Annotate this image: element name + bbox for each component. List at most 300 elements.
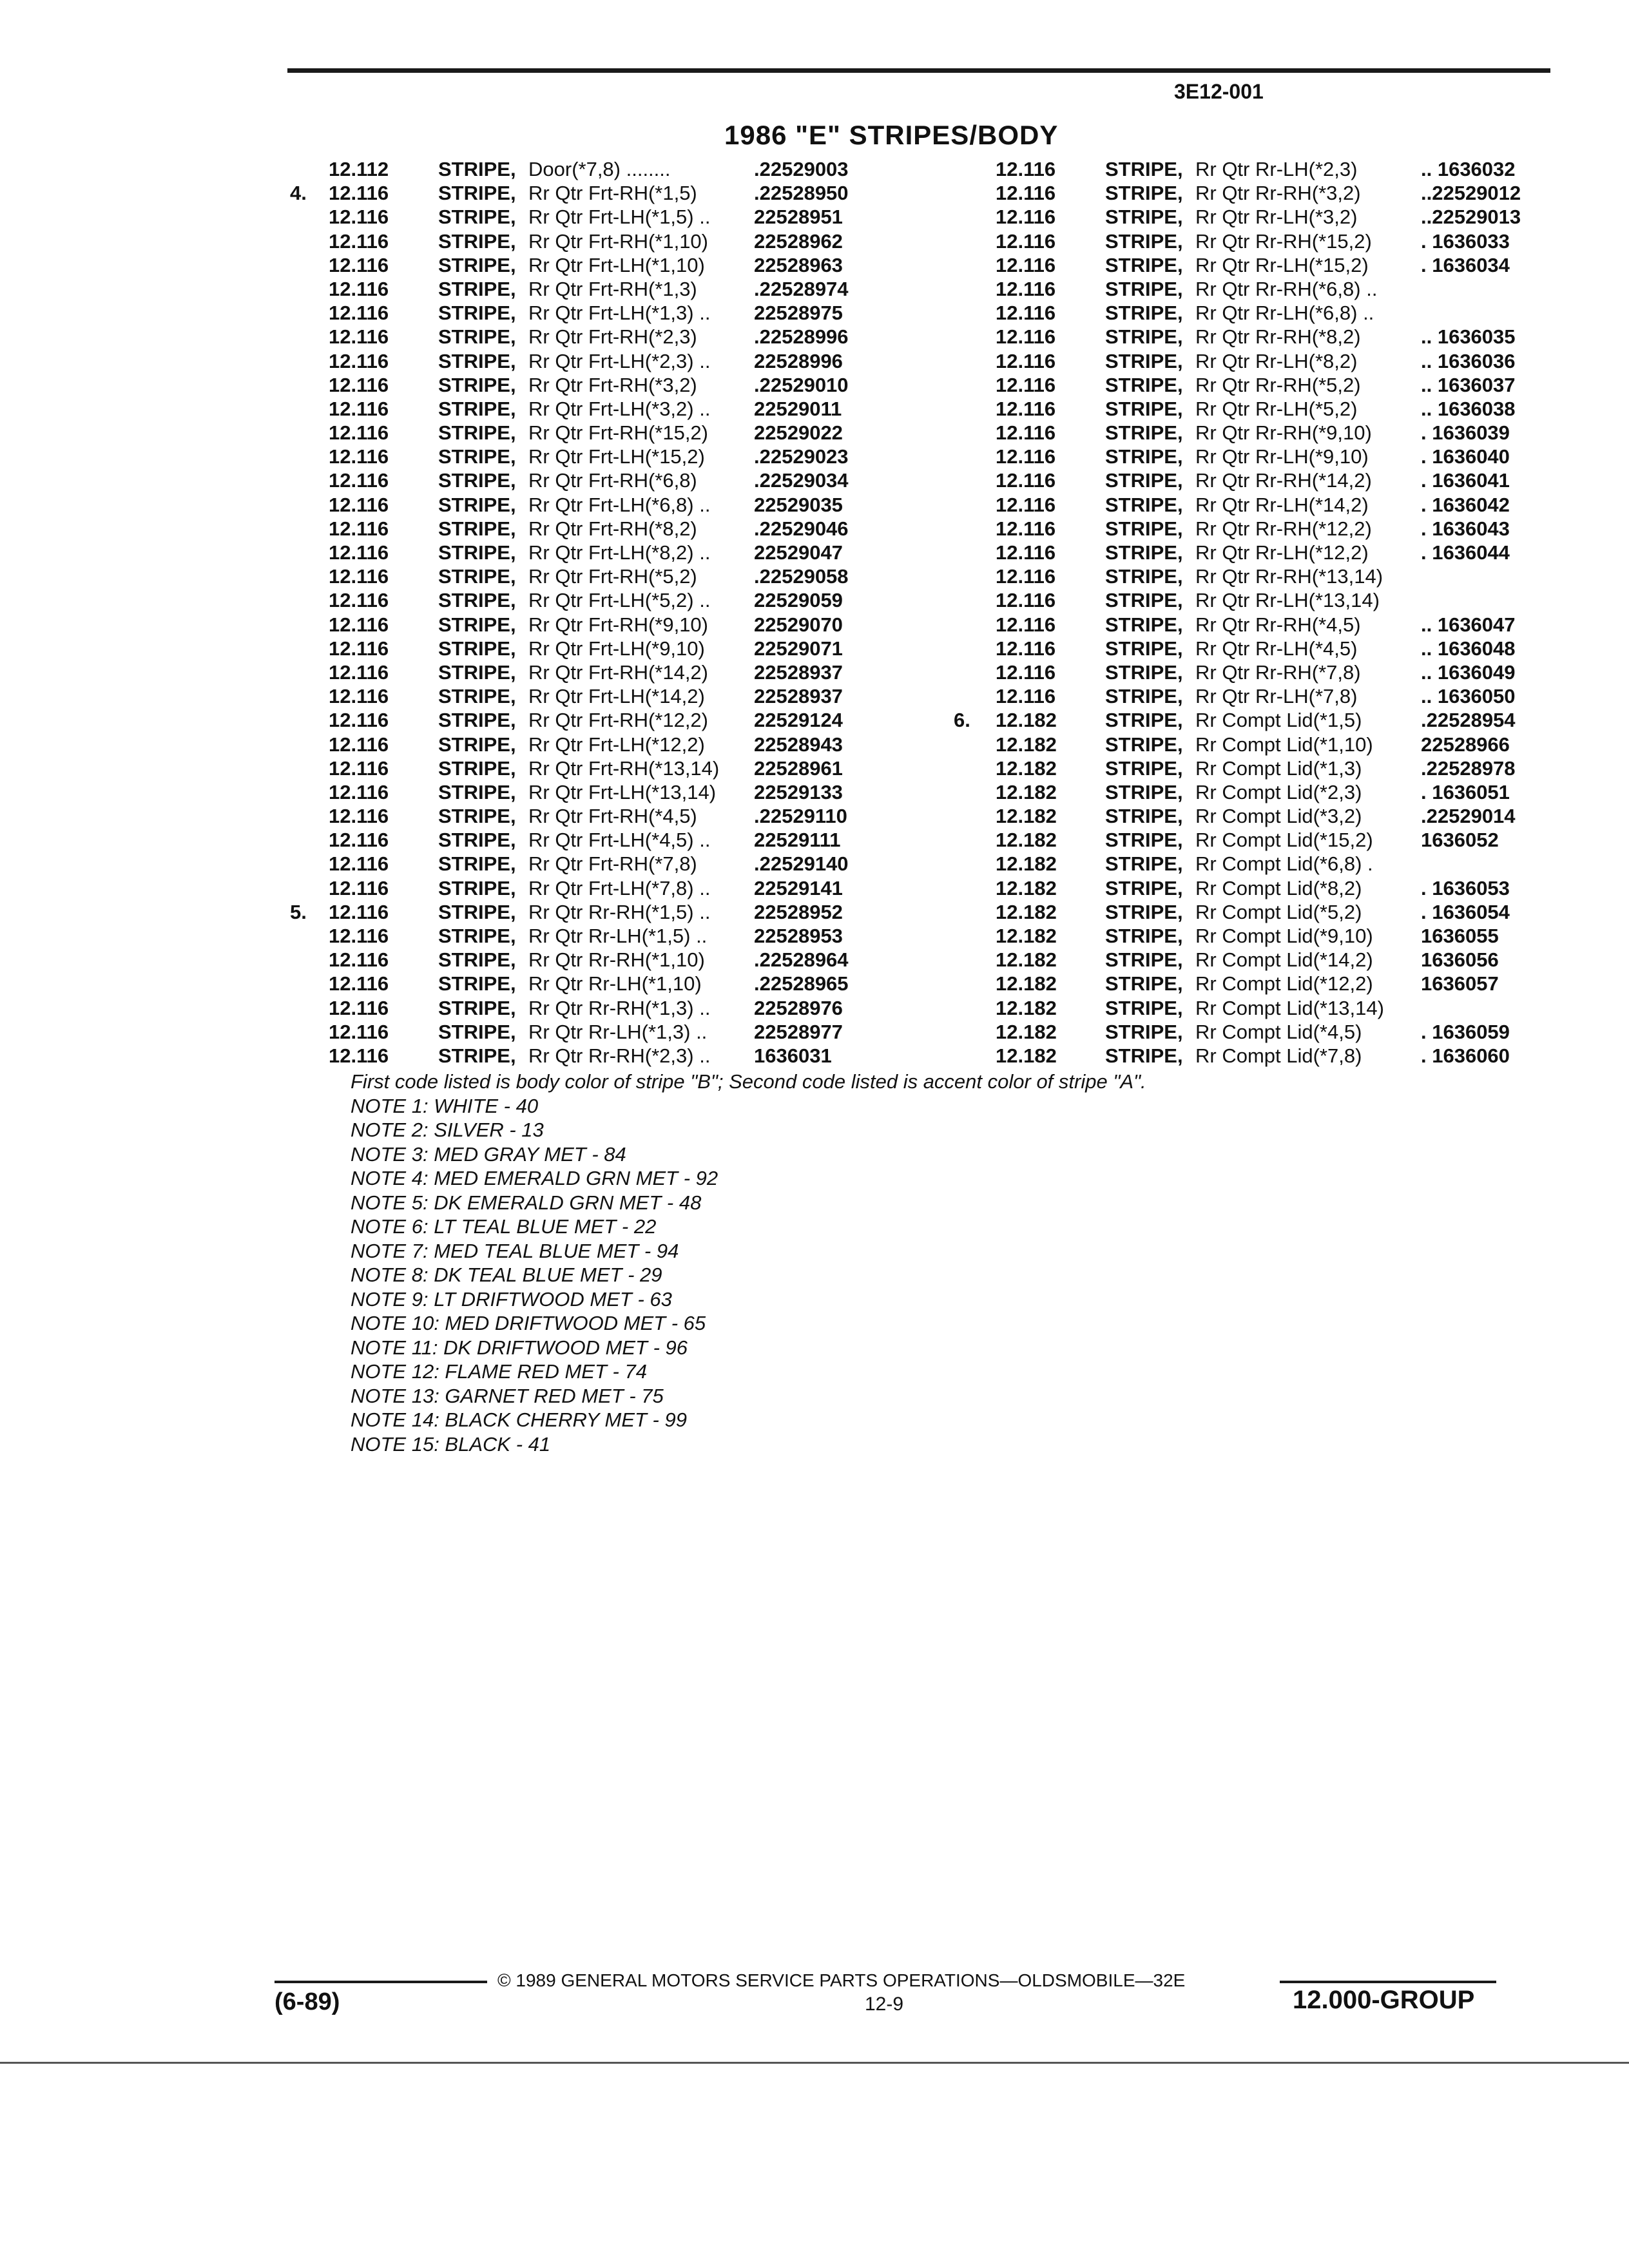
part-description: Rr Qtr Frt-LH(*7,8) .. <box>528 876 711 899</box>
parts-row <box>284 1044 876 1068</box>
part-description: Rr Qtr Rr-RH(*1,5) .. <box>528 900 711 923</box>
parts-list-right <box>941 157 1559 1068</box>
part-number: 22528996 <box>754 349 843 372</box>
part-description: Rr Qtr Frt-RH(*6,8) <box>528 469 697 492</box>
illustration-number: 12.116 <box>996 589 1056 612</box>
illustration-number: 12.116 <box>996 541 1056 564</box>
parts-row <box>284 301 876 325</box>
part-description: Rr Qtr Rr-RH(*12,2) <box>1195 517 1372 540</box>
part-name: STRIPE, <box>438 541 516 564</box>
part-number: 22528976 <box>754 996 843 1019</box>
part-description: Rr Qtr Rr-LH(*7,8) <box>1195 685 1358 708</box>
illustration-number: 12.182 <box>996 709 1057 732</box>
part-name: STRIPE, <box>438 229 516 253</box>
part-description: Rr Qtr Frt-RH(*15,2) <box>528 421 708 445</box>
parts-row <box>284 229 876 253</box>
parts-row <box>941 397 1559 421</box>
parts-row <box>284 708 876 732</box>
part-number: .. 1636050 <box>1421 685 1516 708</box>
illustration-number: 12.182 <box>996 733 1057 756</box>
part-number: 22528961 <box>754 756 843 780</box>
part-description: Rr Qtr Frt-LH(*1,5) .. <box>528 206 711 229</box>
part-description: Rr Compt Lid(*4,5) <box>1195 1020 1362 1043</box>
part-name: STRIPE, <box>1105 780 1183 803</box>
part-name: STRIPE, <box>438 517 516 540</box>
illustration-number: 12.116 <box>329 925 389 947</box>
parts-row <box>284 181 876 205</box>
parts-row <box>284 684 876 708</box>
illustration-number: 12.116 <box>329 349 389 372</box>
part-description: Rr Compt Lid(*1,10) <box>1195 733 1373 756</box>
illustration-number: 12.182 <box>996 1044 1057 1067</box>
parts-list-left <box>284 157 876 1068</box>
part-name: STRIPE, <box>1105 685 1183 708</box>
parts-row <box>284 924 876 948</box>
parts-row <box>284 613 876 637</box>
illustration-number: 12.116 <box>329 756 389 780</box>
illustration-number: 12.116 <box>329 565 389 588</box>
part-description: Rr Compt Lid(*6,8) . <box>1195 852 1373 876</box>
part-number: .22528964 <box>754 948 849 972</box>
part-number: . 1636053 <box>1421 876 1510 899</box>
part-name: STRIPE, <box>1105 493 1183 516</box>
part-name: STRIPE, <box>438 397 516 420</box>
note-line: NOTE 7: MED TEAL BLUE MET - 94 <box>351 1239 679 1262</box>
parts-row <box>941 253 1559 277</box>
parts-row <box>941 708 1559 732</box>
parts-row <box>284 349 876 373</box>
part-number: 1636052 <box>1421 829 1499 852</box>
parts-row <box>284 205 876 229</box>
part-number: 22529022 <box>754 421 843 445</box>
part-number: 22528977 <box>754 1020 843 1043</box>
part-description: Rr Qtr Rr-LH(*8,2) <box>1195 349 1358 372</box>
part-description: Rr Qtr Rr-LH(*4,5) <box>1195 637 1358 660</box>
parts-row <box>284 397 876 421</box>
part-number: ..22529013 <box>1421 206 1521 229</box>
part-number: 22529141 <box>754 876 843 899</box>
illustration-number: 12.116 <box>329 852 389 876</box>
part-description: Rr Qtr Frt-RH(*12,2) <box>528 709 708 732</box>
part-name: STRIPE, <box>438 660 516 684</box>
part-description: Rr Qtr Frt-RH(*2,3) <box>528 325 697 349</box>
parts-row <box>941 373 1559 397</box>
illustration-number: 12.182 <box>996 780 1057 803</box>
part-number: 22529124 <box>754 709 843 732</box>
part-description: Rr Compt Lid(*13,14) <box>1195 996 1384 1019</box>
illustration-number: 12.116 <box>329 1044 389 1067</box>
part-number: .. 1636038 <box>1421 397 1516 420</box>
parts-row <box>284 876 876 900</box>
illustration-number: 12.116 <box>329 972 389 995</box>
part-number: 22529059 <box>754 589 843 612</box>
part-description: Rr Qtr Frt-RH(*14,2) <box>528 660 708 684</box>
parts-row <box>941 493 1559 517</box>
part-description: Rr Qtr Rr-LH(*9,10) <box>1195 445 1369 468</box>
illustration-number: 12.116 <box>329 421 389 445</box>
part-name: STRIPE, <box>438 302 516 325</box>
part-description: Rr Qtr Frt-RH(*1,5) <box>528 182 697 205</box>
footer-rule-right <box>1280 1981 1496 1983</box>
part-description: Rr Qtr Frt-RH(*7,8) <box>528 852 697 876</box>
parts-row <box>284 517 876 541</box>
part-description: Rr Qtr Frt-LH(*6,8) .. <box>528 493 711 516</box>
parts-row <box>941 1044 1559 1068</box>
part-name: STRIPE, <box>1105 565 1183 588</box>
part-description: Rr Qtr Frt-LH(*13,14) <box>528 780 717 803</box>
note-line: NOTE 8: DK TEAL BLUE MET - 29 <box>351 1264 662 1286</box>
part-number: .. 1636037 <box>1421 373 1516 396</box>
illustration-number: 12.116 <box>996 397 1056 420</box>
illustration-number: 12.116 <box>996 637 1056 660</box>
part-name: STRIPE, <box>1105 1020 1183 1043</box>
parts-row <box>284 541 876 564</box>
parts-row <box>941 421 1559 445</box>
part-description: Door(*7,8) ........ <box>528 158 671 180</box>
part-name: STRIPE, <box>438 780 516 803</box>
part-name: STRIPE, <box>1105 709 1183 732</box>
part-description: Rr Qtr Rr-RH(*1,10) <box>528 948 705 972</box>
part-description: Rr Qtr Frt-LH(*9,10) <box>528 637 705 660</box>
part-name: STRIPE, <box>438 852 516 876</box>
part-name: STRIPE, <box>438 589 516 612</box>
part-number: 22528937 <box>754 685 843 708</box>
part-name: STRIPE, <box>1105 397 1183 420</box>
part-description: Rr Qtr Frt-RH(*9,10) <box>528 613 708 636</box>
part-description: Rr Qtr Frt-LH(*1,3) .. <box>528 302 711 325</box>
part-number: . 1636041 <box>1421 469 1510 492</box>
part-number: . 1636042 <box>1421 493 1510 516</box>
bottom-rule <box>0 2062 1629 2064</box>
part-number: 22529035 <box>754 493 843 516</box>
note-line: NOTE 13: GARNET RED MET - 75 <box>351 1384 664 1407</box>
part-number: . 1636033 <box>1421 229 1510 253</box>
row-index: 4. <box>290 182 307 205</box>
illustration-number: 12.182 <box>996 1020 1057 1043</box>
illustration-number: 12.182 <box>996 948 1057 972</box>
part-number: . 1636051 <box>1421 780 1510 803</box>
part-name: STRIPE, <box>438 829 516 852</box>
parts-row <box>284 1020 876 1044</box>
illustration-number: 12.116 <box>329 182 389 205</box>
note-line: NOTE 9: LT DRIFTWOOD MET - 63 <box>351 1287 672 1311</box>
illustration-number: 12.116 <box>996 685 1056 708</box>
parts-row <box>941 1020 1559 1044</box>
parts-row <box>284 421 876 445</box>
part-name: STRIPE, <box>1105 925 1183 947</box>
part-name: STRIPE, <box>438 445 516 468</box>
illustration-number: 12.116 <box>329 277 389 300</box>
note-line: NOTE 14: BLACK CHERRY MET - 99 <box>351 1408 687 1431</box>
parts-row <box>941 684 1559 708</box>
parts-row <box>284 325 876 349</box>
part-description: Rr Qtr Frt-LH(*8,2) .. <box>528 541 711 564</box>
parts-row <box>941 900 1559 924</box>
part-number: .22528978 <box>1421 756 1516 780</box>
part-name: STRIPE, <box>438 925 516 947</box>
part-number: 22528953 <box>754 925 843 947</box>
illustration-number: 12.116 <box>329 876 389 899</box>
part-name: STRIPE, <box>438 685 516 708</box>
part-description: Rr Qtr Frt-LH(*12,2) <box>528 733 705 756</box>
part-name: STRIPE, <box>1105 637 1183 660</box>
illustration-number: 12.116 <box>329 253 389 276</box>
illustration-number: 12.116 <box>996 445 1056 468</box>
illustration-number: 12.116 <box>329 733 389 756</box>
part-description: Rr Qtr Rr-LH(*5,2) <box>1195 397 1358 420</box>
illustration-number: 12.182 <box>996 900 1057 923</box>
part-name: STRIPE, <box>1105 277 1183 300</box>
part-name: STRIPE, <box>1105 302 1183 325</box>
illustration-number: 12.116 <box>996 349 1056 372</box>
illustration-number: 12.182 <box>996 996 1057 1019</box>
part-name: STRIPE, <box>1105 349 1183 372</box>
part-description: Rr Compt Lid(*5,2) <box>1195 900 1362 923</box>
part-name: STRIPE, <box>438 733 516 756</box>
parts-row <box>941 564 1559 588</box>
part-name: STRIPE, <box>1105 876 1183 899</box>
part-number: .. 1636049 <box>1421 660 1516 684</box>
part-name: STRIPE, <box>438 756 516 780</box>
illustration-number: 12.116 <box>329 589 389 612</box>
part-description: Rr Compt Lid(*1,5) <box>1195 709 1362 732</box>
part-name: STRIPE, <box>1105 972 1183 995</box>
part-number: .22528996 <box>754 325 849 349</box>
note-line: NOTE 10: MED DRIFTWOOD MET - 65 <box>351 1312 706 1334</box>
part-number: 1636055 <box>1421 925 1499 947</box>
illustration-number: 12.116 <box>329 829 389 852</box>
note-line: NOTE 5: DK EMERALD GRN MET - 48 <box>351 1191 702 1214</box>
part-name: STRIPE, <box>438 709 516 732</box>
parts-row <box>941 733 1559 756</box>
part-name: STRIPE, <box>1105 996 1183 1019</box>
illustration-number: 12.116 <box>329 996 389 1019</box>
part-description: Rr Qtr Frt-RH(*1,10) <box>528 229 708 253</box>
part-name: STRIPE, <box>438 325 516 349</box>
part-number: 1636031 <box>754 1044 832 1067</box>
parts-row <box>284 996 876 1020</box>
illustration-number: 12.112 <box>329 158 389 180</box>
part-description: Rr Qtr Rr-RH(*8,2) <box>1195 325 1361 349</box>
parts-row <box>284 373 876 397</box>
part-number: . 1636054 <box>1421 900 1510 923</box>
part-description: Rr Qtr Rr-RH(*9,10) <box>1195 421 1372 445</box>
part-name: STRIPE, <box>438 1020 516 1043</box>
part-description: Rr Qtr Rr-RH(*1,3) .. <box>528 996 711 1019</box>
part-description: Rr Qtr Rr-RH(*3,2) <box>1195 182 1361 205</box>
note-line: NOTE 6: LT TEAL BLUE MET - 22 <box>351 1215 657 1238</box>
part-name: STRIPE, <box>1105 613 1183 636</box>
part-description: Rr Qtr Rr-RH(*14,2) <box>1195 469 1372 492</box>
part-number: . 1636039 <box>1421 421 1510 445</box>
copyright-text: © 1989 GENERAL MOTORS SERVICE PARTS OPERATIONS—OLDSMOBILE—32E <box>497 1970 1186 1990</box>
part-description: Rr Qtr Rr-LH(*1,3) .. <box>528 1020 708 1043</box>
illustration-number: 12.116 <box>996 158 1056 180</box>
part-number: 22529133 <box>754 780 843 803</box>
part-description: Rr Qtr Frt-LH(*14,2) <box>528 685 705 708</box>
illustration-number: 12.116 <box>329 325 389 349</box>
part-name: STRIPE, <box>438 565 516 588</box>
part-name: STRIPE, <box>438 972 516 995</box>
parts-row <box>941 756 1559 780</box>
part-description: Rr Qtr Frt-RH(*3,2) <box>528 373 697 396</box>
part-description: Rr Compt Lid(*7,8) <box>1195 1044 1362 1067</box>
part-name: STRIPE, <box>438 373 516 396</box>
part-number: .22529010 <box>754 373 849 396</box>
part-name: STRIPE, <box>1105 325 1183 349</box>
part-number: 22528952 <box>754 900 843 923</box>
part-number: . 1636043 <box>1421 517 1510 540</box>
part-number: 22528937 <box>754 660 843 684</box>
illustration-number: 12.116 <box>996 206 1056 229</box>
part-name: STRIPE, <box>438 948 516 972</box>
part-name: STRIPE, <box>438 158 516 180</box>
parts-row <box>284 637 876 660</box>
part-name: STRIPE, <box>438 493 516 516</box>
part-description: Rr Qtr Frt-RH(*5,2) <box>528 565 697 588</box>
parts-row <box>284 445 876 468</box>
parts-row <box>941 948 1559 972</box>
part-name: STRIPE, <box>1105 852 1183 876</box>
part-number: .22529003 <box>754 158 849 180</box>
parts-row <box>284 900 876 924</box>
part-description: Rr Qtr Rr-LH(*12,2) <box>1195 541 1369 564</box>
illustration-number: 12.182 <box>996 925 1057 947</box>
part-description: Rr Qtr Rr-LH(*3,2) <box>1195 206 1358 229</box>
parts-row <box>941 660 1559 684</box>
note-line: NOTE 11: DK DRIFTWOOD MET - 96 <box>351 1336 688 1359</box>
part-description: Rr Qtr Frt-LH(*15,2) <box>528 445 705 468</box>
part-name: STRIPE, <box>438 206 516 229</box>
part-name: STRIPE, <box>438 277 516 300</box>
part-description: Rr Qtr Rr-LH(*13,14) <box>1195 589 1380 612</box>
part-number: 22528975 <box>754 302 843 325</box>
illustration-number: 12.116 <box>996 373 1056 396</box>
illustration-number: 12.116 <box>329 685 389 708</box>
part-description: Rr Qtr Frt-RH(*1,3) <box>528 277 697 300</box>
parts-row <box>941 804 1559 828</box>
parts-row <box>941 637 1559 660</box>
part-description: Rr Compt Lid(*3,2) <box>1195 805 1362 828</box>
parts-row <box>941 157 1559 181</box>
note-line: NOTE 15: BLACK - 41 <box>351 1432 551 1456</box>
parts-row <box>284 828 876 852</box>
top-rule <box>287 68 1550 73</box>
parts-row <box>284 804 876 828</box>
illustration-number: 12.116 <box>329 493 389 516</box>
page-title: 1986 "E" STRIPES/BODY <box>724 120 1059 150</box>
part-number: .22529034 <box>754 469 849 492</box>
parts-row <box>941 541 1559 564</box>
part-name: STRIPE, <box>1105 805 1183 828</box>
illustration-number: 12.116 <box>996 302 1056 325</box>
part-description: Rr Qtr Rr-LH(*2,3) <box>1195 158 1358 180</box>
part-name: STRIPE, <box>1105 948 1183 972</box>
row-index: 6. <box>954 709 970 732</box>
part-name: STRIPE, <box>438 421 516 445</box>
part-description: Rr Qtr Rr-LH(*1,10) <box>528 972 702 995</box>
part-description: Rr Qtr Rr-RH(*4,5) <box>1195 613 1361 636</box>
parts-row <box>284 157 876 181</box>
note-line: NOTE 2: SILVER - 13 <box>351 1119 544 1141</box>
parts-row <box>941 972 1559 995</box>
part-description: Rr Compt Lid(*1,3) <box>1195 756 1362 780</box>
part-number: . 1636040 <box>1421 445 1510 468</box>
part-name: STRIPE, <box>1105 1044 1183 1067</box>
parts-row <box>941 325 1559 349</box>
part-name: STRIPE, <box>1105 229 1183 253</box>
note-line: NOTE 3: MED GRAY MET - 84 <box>351 1142 626 1166</box>
part-description: Rr Compt Lid(*9,10) <box>1195 925 1373 947</box>
illustration-number: 12.182 <box>996 829 1057 852</box>
page-number: 12-9 <box>865 1994 904 2015</box>
part-number: .. 1636036 <box>1421 349 1516 372</box>
parts-row <box>941 828 1559 852</box>
parts-row <box>941 517 1559 541</box>
part-description: Rr Qtr Rr-RH(*5,2) <box>1195 373 1361 396</box>
part-description: Rr Qtr Frt-RH(*8,2) <box>528 517 697 540</box>
parts-row <box>284 468 876 492</box>
illustration-number: 12.116 <box>329 469 389 492</box>
parts-row <box>941 852 1559 876</box>
parts-row <box>941 181 1559 205</box>
part-name: STRIPE, <box>438 182 516 205</box>
part-number: .22529023 <box>754 445 849 468</box>
part-description: Rr Compt Lid(*2,3) <box>1195 780 1362 803</box>
parts-row <box>941 924 1559 948</box>
illustration-number: 12.182 <box>996 852 1057 876</box>
part-number: 1636056 <box>1421 948 1499 972</box>
illustration-number: 12.116 <box>996 517 1056 540</box>
part-description: Rr Qtr Rr-LH(*6,8) .. <box>1195 302 1374 325</box>
part-name: STRIPE, <box>1105 660 1183 684</box>
part-description: Rr Qtr Rr-RH(*6,8) .. <box>1195 277 1378 300</box>
part-number: . 1636034 <box>1421 253 1510 276</box>
part-name: STRIPE, <box>1105 253 1183 276</box>
part-name: STRIPE, <box>438 876 516 899</box>
group-label: 12.000-GROUP <box>1293 1986 1475 2014</box>
part-name: STRIPE, <box>1105 900 1183 923</box>
part-description: Rr Qtr Frt-LH(*2,3) .. <box>528 349 711 372</box>
parts-row <box>941 468 1559 492</box>
part-description: Rr Qtr Rr-RH(*2,3) .. <box>528 1044 711 1067</box>
part-number: 22528951 <box>754 206 843 229</box>
illustration-number: 12.116 <box>996 613 1056 636</box>
part-name: STRIPE, <box>438 253 516 276</box>
part-description: Rr Compt Lid(*12,2) <box>1195 972 1373 995</box>
illustration-number: 12.182 <box>996 972 1057 995</box>
part-name: STRIPE, <box>1105 469 1183 492</box>
part-number: .22529140 <box>754 852 849 876</box>
parts-row <box>284 780 876 804</box>
illustration-number: 12.116 <box>329 613 389 636</box>
parts-row <box>941 876 1559 900</box>
row-index: 5. <box>290 900 307 923</box>
part-number: 22529071 <box>754 637 843 660</box>
illustration-number: 12.182 <box>996 876 1057 899</box>
part-number: .22528965 <box>754 972 849 995</box>
part-description: Rr Qtr Frt-LH(*1,10) <box>528 253 705 276</box>
note-line: NOTE 1: WHITE - 40 <box>351 1094 539 1117</box>
part-description: Rr Qtr Frt-LH(*4,5) .. <box>528 829 711 852</box>
parts-row <box>941 780 1559 804</box>
part-number: 22529047 <box>754 541 843 564</box>
part-name: STRIPE, <box>1105 756 1183 780</box>
part-description: Rr Qtr Rr-LH(*14,2) <box>1195 493 1369 516</box>
illustration-number: 12.116 <box>329 900 389 923</box>
parts-row <box>941 445 1559 468</box>
part-name: STRIPE, <box>1105 421 1183 445</box>
